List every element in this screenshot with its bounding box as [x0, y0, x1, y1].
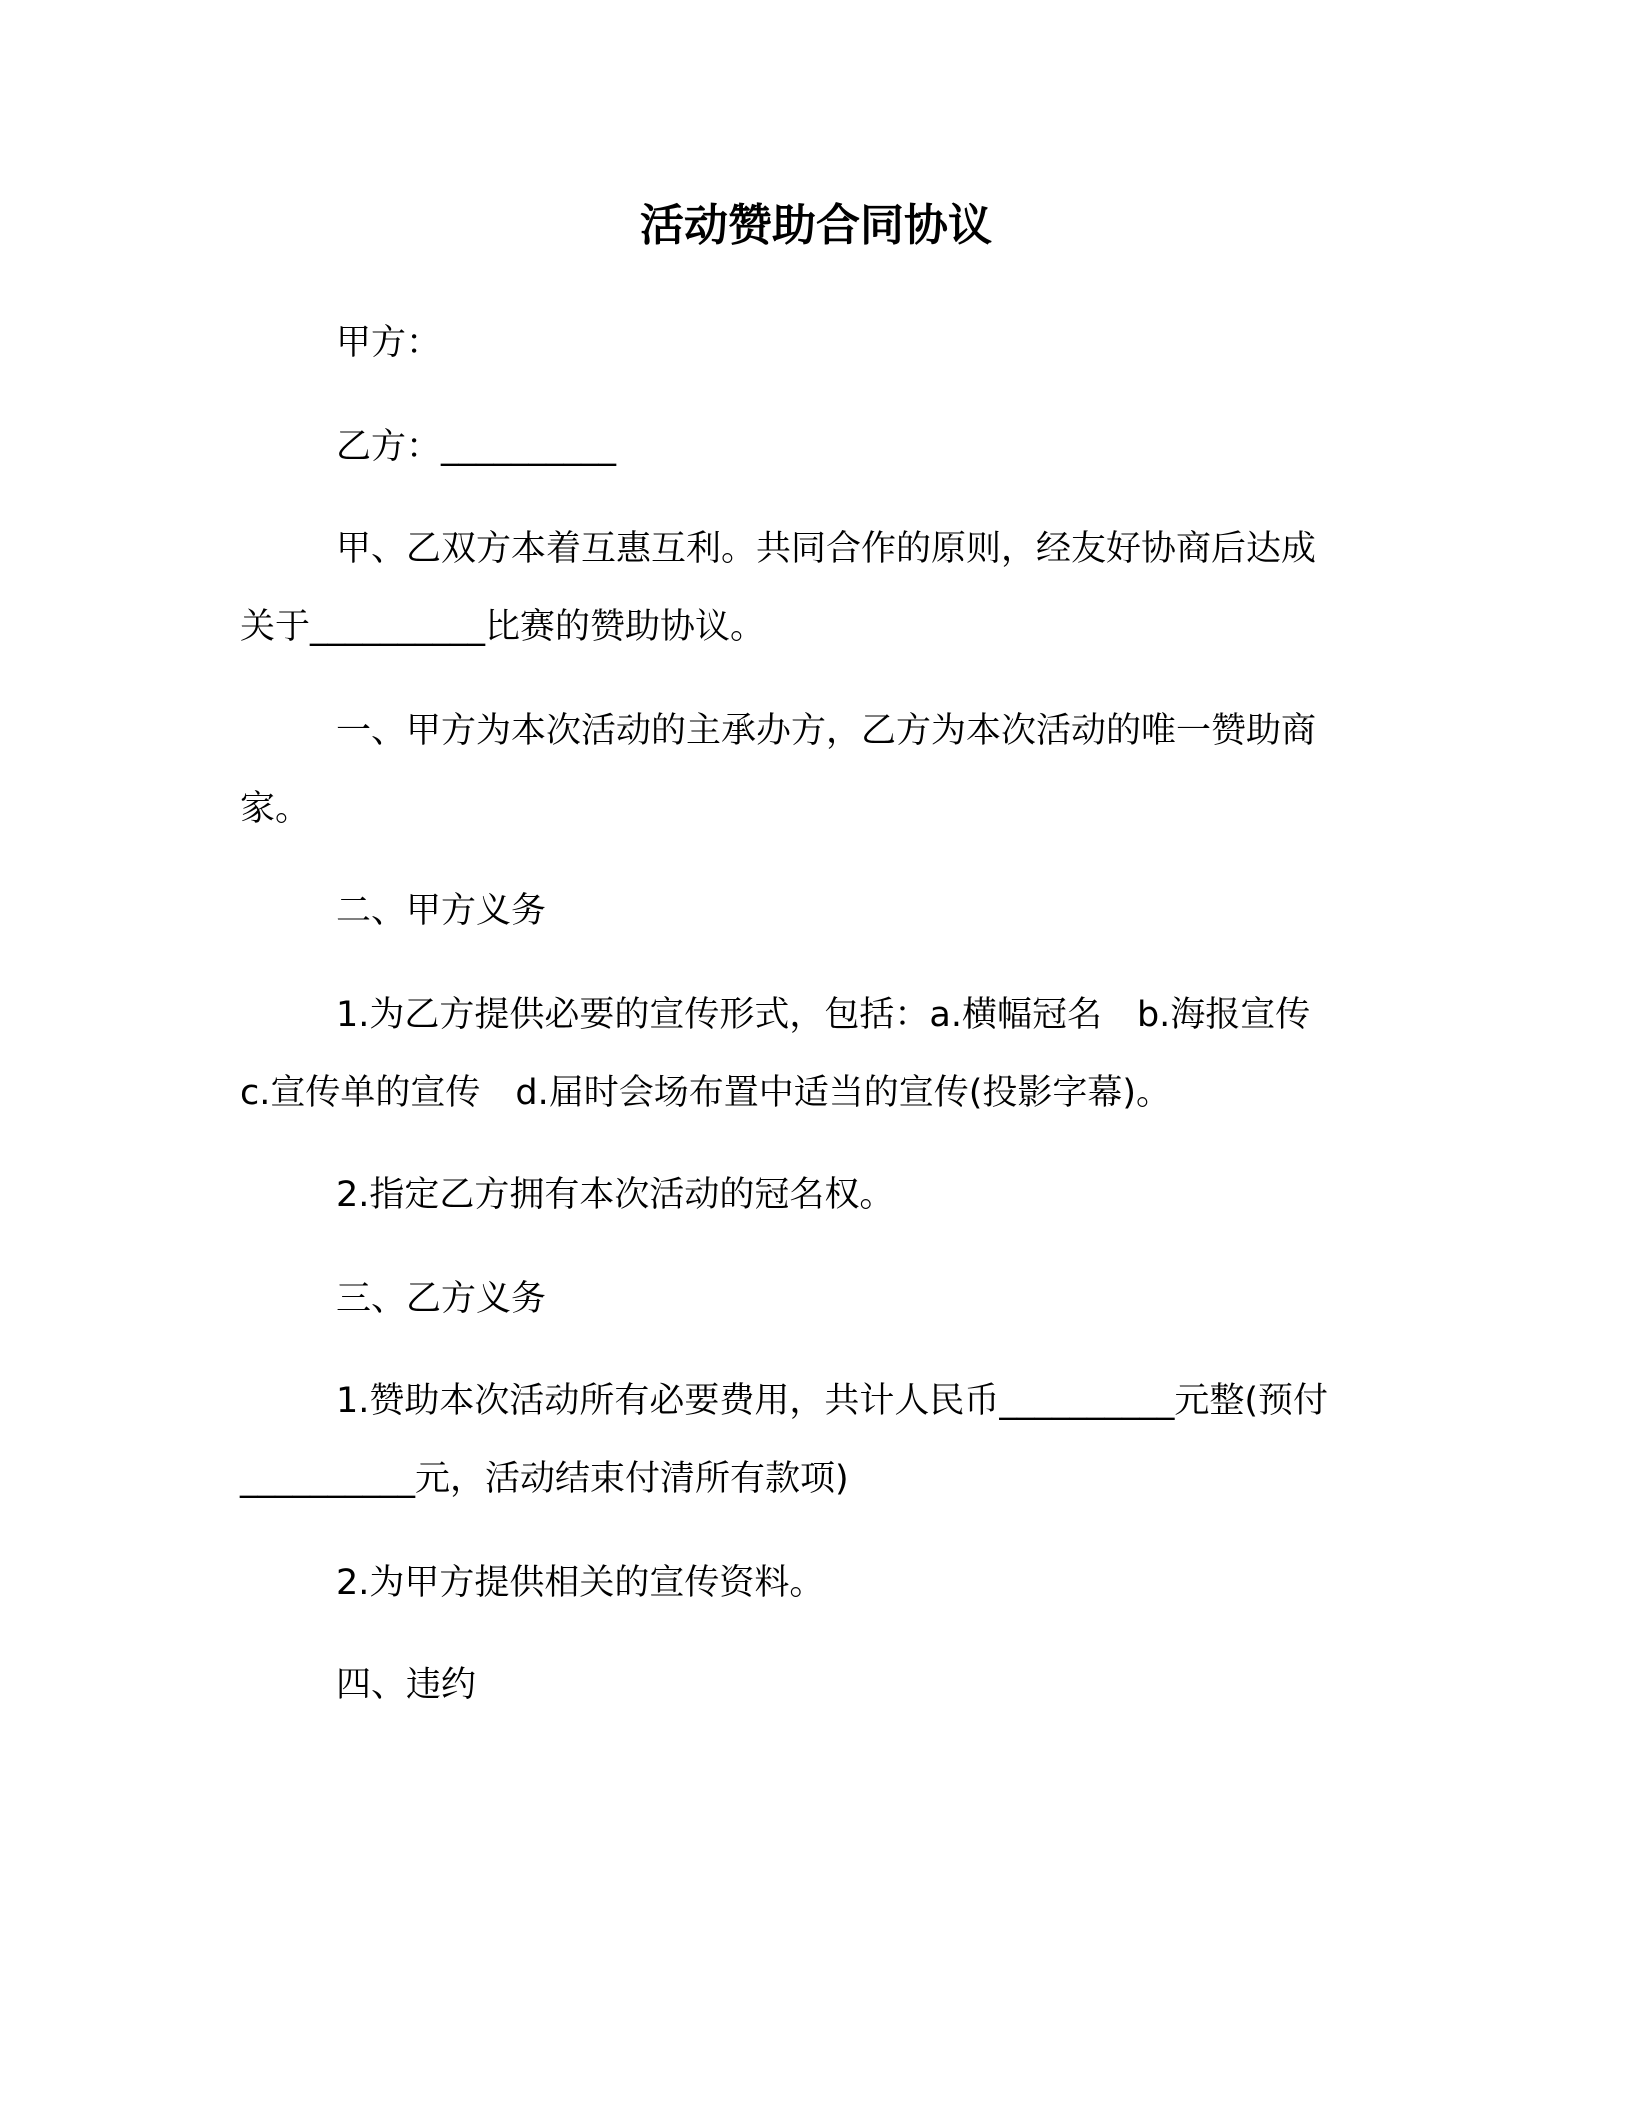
- party-a-item-1-line-2: c.宣传单的宣传 d.届时会场布置中适当的宣传(投影字幕)。: [240, 1073, 1172, 1113]
- section-heading-breach: 四、违约: [336, 1665, 477, 1705]
- party-b-item-1-line-2: __________元，活动结束付清所有款项): [240, 1459, 849, 1499]
- section-heading-party-a-obligations: 二、甲方义务: [336, 891, 547, 931]
- party-b-item-2: 2.为甲方提供相关的宣传资料。: [336, 1563, 825, 1603]
- party-a-item-1-line-1: 1.为乙方提供必要的宣传形式，包括：a.横幅冠名 b.海报宣传: [336, 995, 1311, 1035]
- document-title: 活动赞助合同协议: [640, 200, 992, 251]
- party-b-item-1-line-1: 1.赞助本次活动所有必要费用，共计人民币__________元整(预付: [336, 1381, 1329, 1421]
- clause-1-line-2: 家。: [240, 789, 311, 829]
- party-a-item-2: 2.指定乙方拥有本次活动的冠名权。: [336, 1175, 895, 1215]
- clause-1-line-1: 一、甲方为本次活动的主承办方，乙方为本次活动的唯一赞助商: [336, 711, 1317, 751]
- preamble-line-1: 甲、乙双方本着互惠互利。共同合作的原则，经友好协商后达成: [336, 529, 1317, 569]
- party-b-line: 乙方：__________: [336, 427, 617, 467]
- section-heading-party-b-obligations: 三、乙方义务: [336, 1279, 547, 1319]
- preamble-line-2: 关于__________比赛的赞助协议。: [240, 607, 766, 647]
- party-a-line: 甲方：: [336, 323, 442, 363]
